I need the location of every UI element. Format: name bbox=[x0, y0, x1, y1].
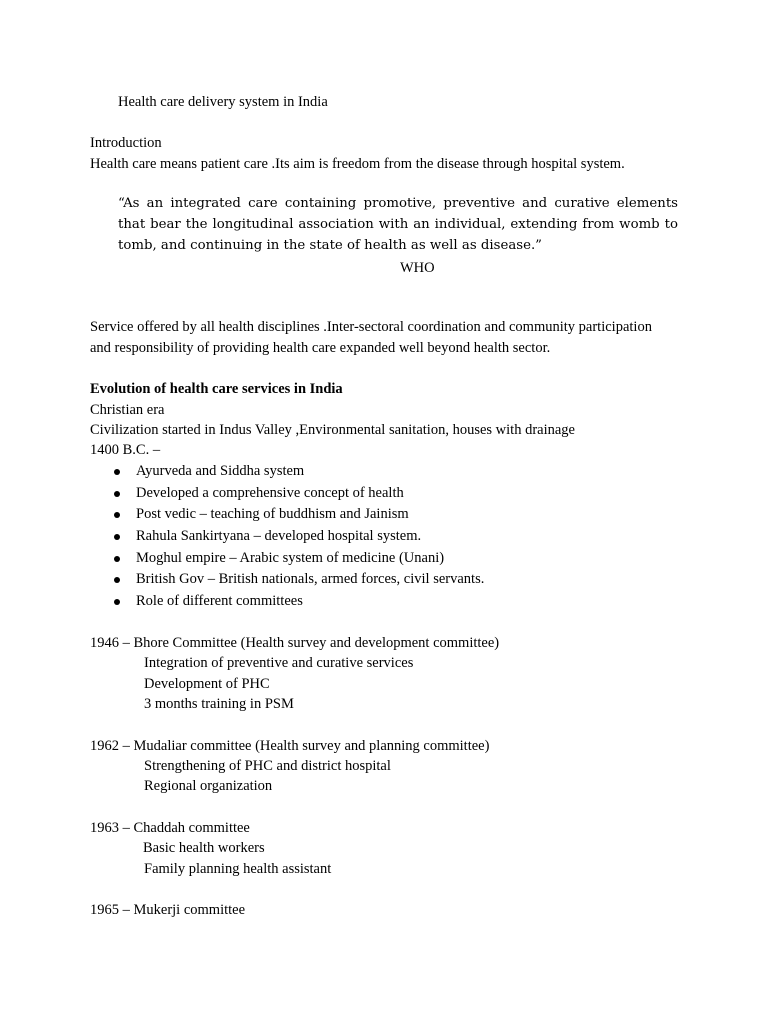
list-item-text: British Gov – British nationals, armed forces, civil servants. bbox=[136, 571, 485, 588]
list-item bbox=[90, 548, 484, 570]
history-bullet-list bbox=[90, 461, 484, 613]
who-quote: “As an integrated care containing promotive, preventive and curative elements that bear the longitudinal association with an individual, extending from womb to tomb, and continuing in the state of health as well as disease.” bbox=[118, 196, 678, 253]
list-item bbox=[90, 461, 484, 483]
evolution-heading: Evolution of health care services in India bbox=[90, 381, 343, 397]
indus-valley-line: Civilization started in Indus Valley ,Environmental sanitation, houses with drainage bbox=[90, 422, 575, 438]
committee-heading-bhore: 1946 – Bhore Committee (Health survey and development committee) bbox=[90, 635, 500, 651]
committee-point: Integration of preventive and curative services bbox=[144, 655, 414, 671]
committee-heading-mukerji: 1965 – Mukerji committee bbox=[90, 902, 246, 918]
committee-heading-mudaliar: 1962 – Mudaliar committee (Health survey and planning committee) bbox=[90, 738, 490, 754]
service-paragraph-line-1: Service offered by all health disciplines .Inter-sectoral coordination and community participation bbox=[90, 319, 652, 335]
list-item-text: Ayurveda and Siddha system bbox=[136, 463, 305, 479]
committee-point: Development of PHC bbox=[144, 676, 270, 692]
list-item-text: Role of different committees bbox=[136, 593, 303, 610]
list-item bbox=[90, 483, 484, 505]
intro-heading: Introduction bbox=[90, 135, 162, 151]
list-item bbox=[90, 569, 484, 591]
bullet-icon bbox=[114, 491, 120, 497]
list-item-text: Rahula Sankirtyana – developed hospital system. bbox=[136, 528, 422, 545]
bullet-icon bbox=[114, 469, 120, 475]
committee-heading-chaddah: 1963 – Chaddah committee bbox=[90, 820, 250, 836]
committee-point: Strengthening of PHC and district hospital bbox=[144, 758, 391, 774]
list-item bbox=[90, 526, 484, 548]
bullet-icon bbox=[114, 534, 120, 540]
document-title: Health care delivery system in India bbox=[118, 94, 328, 110]
committee-point: Regional organization bbox=[144, 778, 273, 794]
committee-point: Basic health workers bbox=[143, 840, 265, 856]
list-item-text: Moghul empire – Arabic system of medicine (Unani) bbox=[136, 549, 445, 566]
quote-source: WHO bbox=[400, 260, 435, 276]
service-paragraph-line-2: and responsibility of providing health care expanded well beyond health sector. bbox=[90, 340, 551, 356]
bullet-icon bbox=[114, 599, 120, 605]
list-item bbox=[90, 591, 484, 613]
intro-text: Health care means patient care .Its aim is freedom from the disease through hospital system. bbox=[90, 156, 625, 172]
bc-line: 1400 B.C. – bbox=[90, 442, 161, 458]
list-item-text: Post vedic – teaching of buddhism and Jainism bbox=[136, 506, 409, 523]
christian-era-label: Christian era bbox=[90, 402, 165, 418]
committee-point: Family planning health assistant bbox=[144, 861, 332, 877]
committee-point: 3 months training in PSM bbox=[144, 696, 294, 712]
bullet-icon bbox=[114, 577, 120, 583]
bullet-icon bbox=[114, 556, 120, 562]
bullet-icon bbox=[114, 512, 120, 518]
list-item-text: Developed a comprehensive concept of health bbox=[136, 484, 404, 501]
list-item bbox=[90, 504, 484, 526]
